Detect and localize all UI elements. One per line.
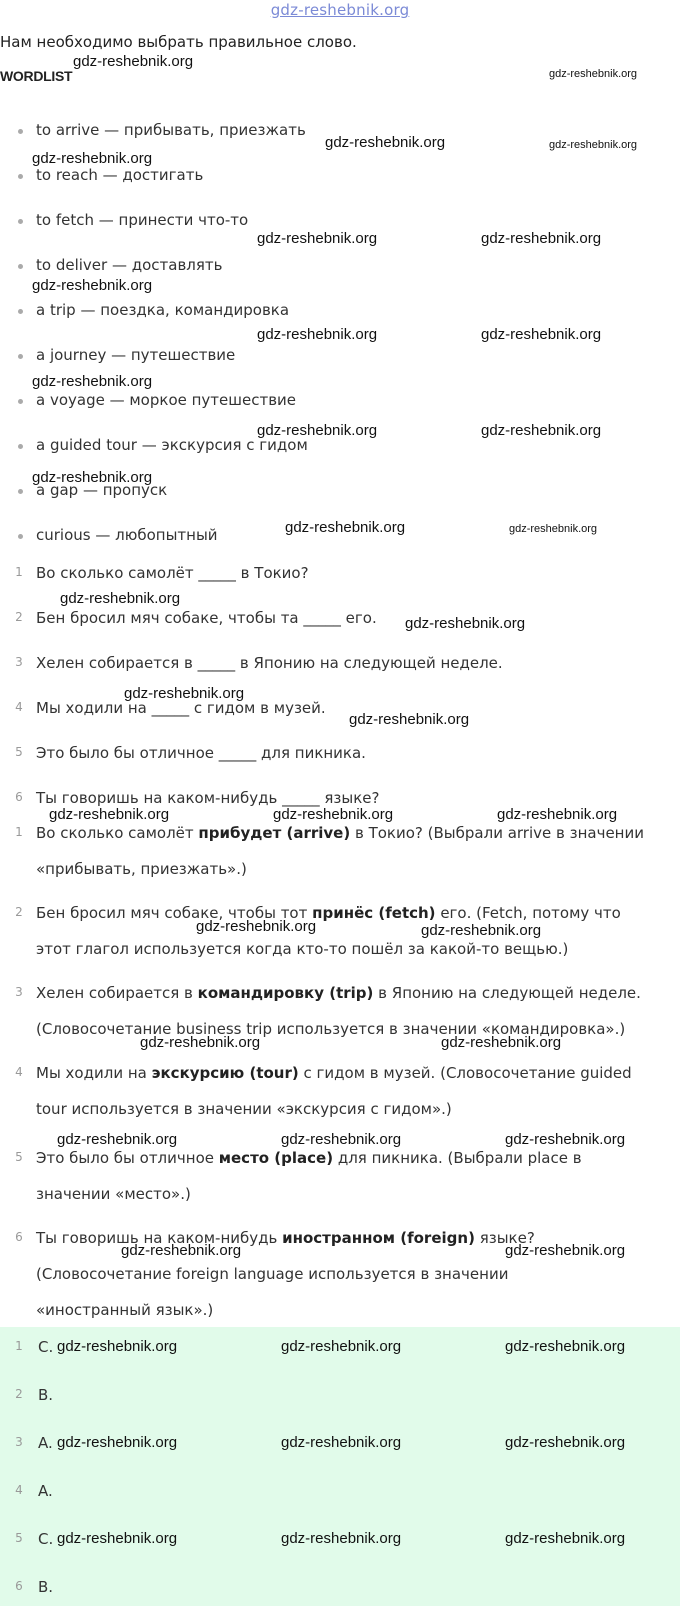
watermark: gdz-reshebnik.org: [257, 326, 378, 343]
watermark: gdz-reshebnik.org: [32, 469, 153, 486]
bullet-icon: [18, 219, 23, 224]
watermark: gdz-reshebnik.org: [281, 1131, 402, 1148]
watermark: gdz-reshebnik.org: [257, 230, 378, 247]
watermark: gdz-reshebnik.org: [481, 422, 602, 439]
watermark: gdz-reshebnik.org: [124, 685, 245, 702]
watermark: gdz-reshebnik.org: [505, 1242, 626, 1259]
watermark: gdz-reshebnik.org: [57, 1530, 178, 1547]
watermark: gdz-reshebnik.org: [549, 68, 638, 80]
watermark: gdz-reshebnik.org: [196, 918, 317, 935]
watermark: gdz-reshebnik.org: [57, 1434, 178, 1451]
watermark: gdz-reshebnik.org: [281, 1338, 402, 1355]
watermark: gdz-reshebnik.org: [49, 806, 170, 823]
watermark: gdz-reshebnik.org: [57, 1131, 178, 1148]
watermark: gdz-reshebnik.org: [505, 1338, 626, 1355]
bullet-icon: [18, 174, 23, 179]
watermark: gdz-reshebnik.org: [497, 806, 618, 823]
watermark: gdz-reshebnik.org: [405, 615, 526, 632]
bullet-icon: [18, 264, 23, 269]
watermark: gdz-reshebnik.org: [349, 711, 470, 728]
wordlist-title: WORDLIST: [0, 68, 73, 84]
watermark: gdz-reshebnik.org: [32, 277, 153, 294]
watermark: gdz-reshebnik.org: [121, 1242, 242, 1259]
answers-panel: [0, 1327, 680, 1606]
watermark: gdz-reshebnik.org: [421, 922, 542, 939]
watermark: gdz-reshebnik.org: [140, 1034, 261, 1051]
bullet-icon: [18, 489, 23, 494]
watermark: gdz-reshebnik.org: [285, 519, 406, 536]
watermark: gdz-reshebnik.org: [505, 1434, 626, 1451]
watermark: gdz-reshebnik.org: [57, 1338, 178, 1355]
bullet-icon: [18, 444, 23, 449]
watermark: gdz-reshebnik.org: [505, 1530, 626, 1547]
watermark: gdz-reshebnik.org: [60, 590, 181, 607]
site-watermark-link[interactable]: gdz-reshebnik.org: [270, 1, 410, 19]
watermark: gdz-reshebnik.org: [32, 373, 153, 390]
watermark: gdz-reshebnik.org: [281, 1530, 402, 1547]
watermark: gdz-reshebnik.org: [549, 139, 638, 151]
watermark: gdz-reshebnik.org: [73, 53, 194, 70]
watermark: gdz-reshebnik.org: [325, 134, 446, 151]
bullet-icon: [18, 354, 23, 359]
bullet-icon: [18, 309, 23, 314]
watermark: gdz-reshebnik.org: [32, 150, 153, 167]
intro-text: Нам необходимо выбрать правильное слово.: [0, 33, 357, 51]
watermark: gdz-reshebnik.org: [441, 1034, 562, 1051]
watermark: gdz-reshebnik.org: [257, 422, 378, 439]
bullet-icon: [18, 399, 23, 404]
watermark: gdz-reshebnik.org: [481, 326, 602, 343]
bullet-icon: [18, 534, 23, 539]
watermark: gdz-reshebnik.org: [509, 523, 598, 535]
watermark: gdz-reshebnik.org: [505, 1131, 626, 1148]
watermark: gdz-reshebnik.org: [481, 230, 602, 247]
watermark: gdz-reshebnik.org: [273, 806, 394, 823]
bullet-icon: [18, 129, 23, 134]
watermark: gdz-reshebnik.org: [281, 1434, 402, 1451]
